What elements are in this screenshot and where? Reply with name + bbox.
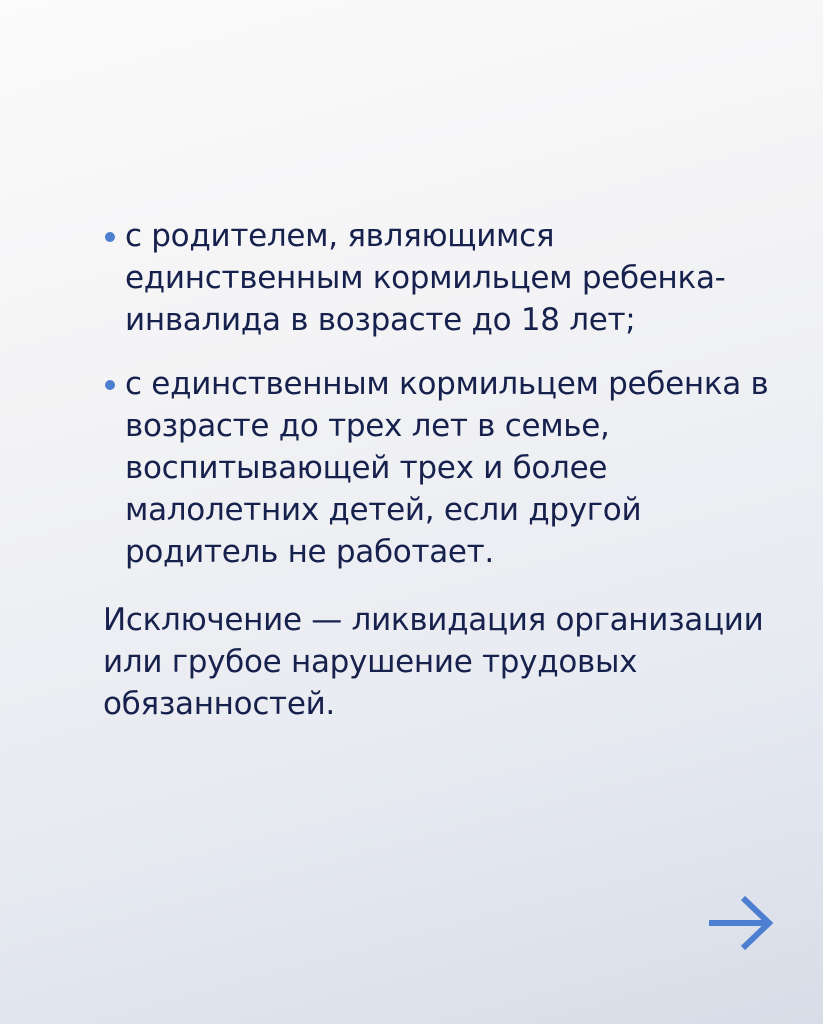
list-item-text: с единственным кормильцем ребенка в возрасте до трех лет в семье, воспитывающей трех и более малолетних детей, если другой родитель не работает. (125, 366, 769, 570)
bullet-list (103, 215, 793, 573)
arrow-right-icon (705, 892, 775, 954)
slide-content (103, 215, 793, 725)
bullet-dot-icon (105, 380, 115, 390)
exception-note: Исключение — ликвидация организации или грубое нарушение трудовых обязанностей. (103, 602, 764, 722)
list-item (103, 363, 793, 573)
next-slide-button[interactable] (705, 892, 775, 954)
bullet-dot-icon (105, 232, 115, 242)
list-item-text: с родителем, являющимся единственным кормильцем ребенка-инвалида в возрасте до 18 лет; (125, 218, 726, 338)
list-item (103, 215, 793, 341)
